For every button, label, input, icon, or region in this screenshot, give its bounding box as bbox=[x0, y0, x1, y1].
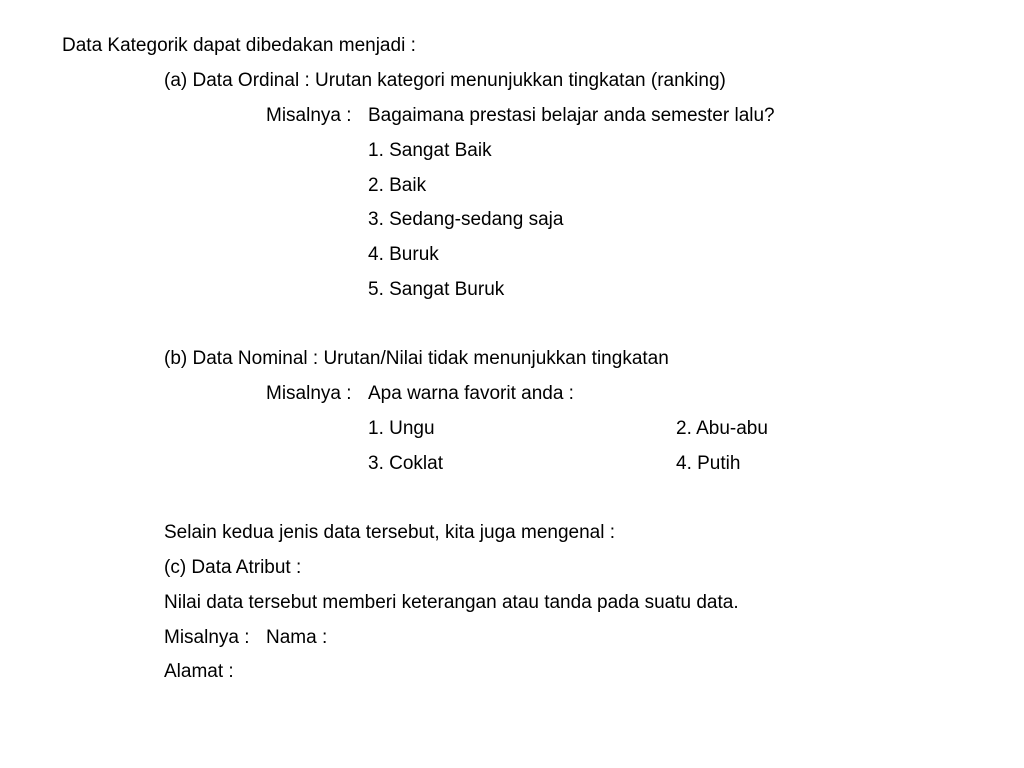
nominal-option: 4. Putih bbox=[676, 453, 741, 474]
nominal-option: 3. Coklat bbox=[368, 453, 443, 474]
attribute-example-extra: Alamat : bbox=[164, 661, 234, 682]
nominal-option: 1. Ungu bbox=[368, 418, 435, 439]
attribute-example-label: Misalnya : bbox=[164, 627, 250, 648]
nominal-option: 2. Abu-abu bbox=[676, 418, 768, 439]
attribute-title: (c) Data Atribut : bbox=[164, 557, 302, 578]
attribute-example-value: Nama : bbox=[266, 627, 328, 648]
ordinal-option: 1. Sangat Baik bbox=[368, 140, 492, 161]
heading: Data Kategorik dapat dibedakan menjadi : bbox=[62, 35, 416, 56]
nominal-example-label: Misalnya : bbox=[266, 383, 352, 404]
ordinal-option: 2. Baik bbox=[368, 175, 427, 196]
ordinal-option: 3. Sedang-sedang saja bbox=[368, 209, 564, 230]
nominal-title: (b) Data Nominal : Urutan/Nilai tidak menunjukkan tingkatan bbox=[164, 348, 669, 369]
ordinal-option: 4. Buruk bbox=[368, 244, 439, 265]
ordinal-example-label: Misalnya : bbox=[266, 105, 352, 126]
ordinal-title: (a) Data Ordinal : Urutan kategori menunjukkan tingkatan (ranking) bbox=[164, 70, 726, 91]
nominal-question: Apa warna favorit anda : bbox=[368, 383, 574, 404]
attribute-intro: Selain kedua jenis data tersebut, kita juga mengenal : bbox=[164, 522, 616, 543]
ordinal-question: Bagaimana prestasi belajar anda semester lalu? bbox=[368, 105, 775, 126]
ordinal-option: 5. Sangat Buruk bbox=[368, 279, 505, 300]
attribute-description: Nilai data tersebut memberi keterangan atau tanda pada suatu data. bbox=[164, 592, 739, 613]
